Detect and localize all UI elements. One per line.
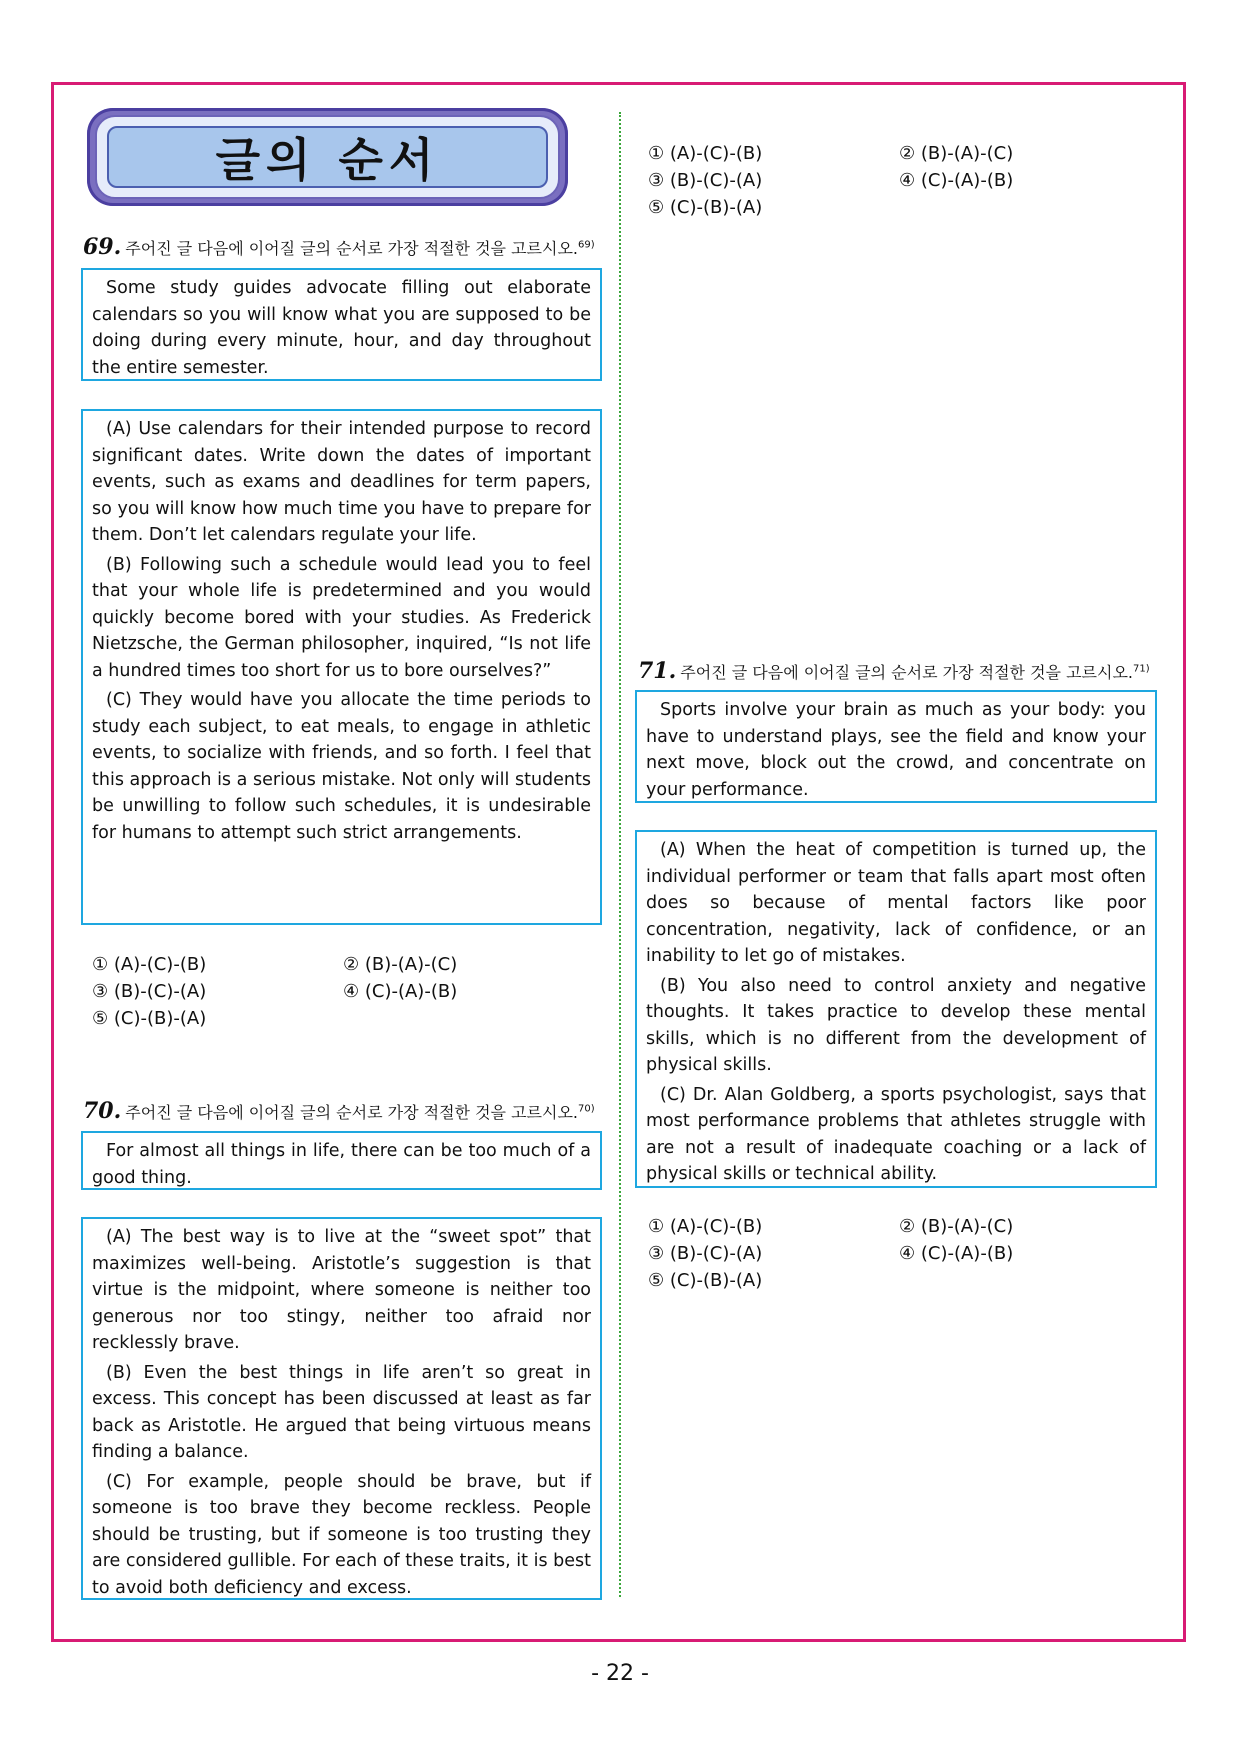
passage-a: (A) Use calendars for their intended purpose to record significant dates. Write down the dates of important events, such as exams and deadlines for term papers, so you will know how much time you have to prepare for them. Don’t let calendars regulate your life.	[92, 419, 591, 545]
choice-1[interactable]: ① (A)-(C)-(B)	[92, 954, 207, 975]
given-text: Some study guides advocate filling out elaborate calendars so you will know what you are supposed to be doing during every minute, hour, and day throughout the entire semester.	[92, 278, 591, 378]
choice-5[interactable]: ⑤ (C)-(B)-(A)	[92, 1008, 207, 1029]
question-prompt: 주어진 글 다음에 이어질 글의 순서로 가장 적절한 것을 고르시오.	[680, 663, 1133, 682]
choice-5[interactable]: ⑤ (C)-(B)-(A)	[648, 197, 763, 218]
choice-1[interactable]: ① (A)-(C)-(B)	[648, 1216, 763, 1237]
choice-4[interactable]: ④ (C)-(A)-(B)	[343, 981, 458, 1002]
passage-b: (B) You also need to control anxiety and negative thoughts. It takes practice to develop these mental skills, which is no different from the development of physical skills.	[646, 975, 1146, 1075]
question-prompt: 주어진 글 다음에 이어질 글의 순서로 가장 적절한 것을 고르시오.	[125, 239, 578, 258]
given-text: Sports involve your brain as much as your body: you have to understand plays, see the field and know your next move, block out the crowd, and concentrate on your performance.	[646, 700, 1146, 800]
passage-a: (A) When the heat of competition is turned up, the individual performer or team that falls apart most often does so because of mental factors like poor concentration, negativity, lack of confidence, or an inability to let go of mistakes.	[646, 840, 1146, 966]
footnote-ref: 70)	[578, 1103, 595, 1115]
section-title-banner	[87, 108, 568, 206]
given-text-box-70	[81, 1131, 602, 1190]
choice-2[interactable]: ② (B)-(A)-(C)	[343, 954, 458, 975]
choice-3[interactable]: ③ (B)-(C)-(A)	[648, 170, 763, 191]
answer-choices-69	[92, 951, 594, 1032]
question-number: 71.	[638, 658, 677, 684]
question-number: 69.	[83, 234, 122, 260]
question-header-71	[638, 658, 1150, 684]
passage-c: (C) They would have you allocate the time periods to study each subject, to eat meals, to engage in athletic events, to socialize with friends, and so forth. I feel that this approach is a serious mistake. Not only will students be unwilling to follow such schedules, it is undesirable for humans to attempt such strict arrangements.	[92, 690, 591, 843]
passage-a: (A) The best way is to live at the “sweet spot” that maximizes well-being. Aristotle’s suggestion is that virtue is the midpoint, where someone is neither too generous nor too stingy, neither too afraid nor recklessly brave.	[92, 1227, 591, 1353]
given-text-box-71	[635, 690, 1157, 803]
answer-choices-70	[648, 140, 1150, 221]
choice-4[interactable]: ④ (C)-(A)-(B)	[899, 1243, 1014, 1264]
choice-2[interactable]: ② (B)-(A)-(C)	[899, 1216, 1014, 1237]
passages-box-69	[81, 409, 602, 925]
choice-3[interactable]: ③ (B)-(C)-(A)	[648, 1243, 763, 1264]
footnote-ref: 69)	[578, 239, 595, 251]
question-header-69	[83, 234, 595, 260]
passage-b: (B) Even the best things in life aren’t so great in excess. This concept has been discussed at least as far back as Aristotle. He argued that being virtuous means finding a balance.	[92, 1362, 591, 1462]
given-text-box-69	[81, 268, 602, 381]
passages-box-70	[81, 1217, 602, 1600]
question-prompt: 주어진 글 다음에 이어질 글의 순서로 가장 적절한 것을 고르시오.	[125, 1103, 578, 1122]
answer-choices-71	[648, 1213, 1150, 1294]
question-header-70	[83, 1098, 595, 1124]
footnote-ref: 71)	[1133, 663, 1150, 675]
choice-1[interactable]: ① (A)-(C)-(B)	[648, 143, 763, 164]
question-number: 70.	[83, 1098, 122, 1124]
passage-c: (C) For example, people should be brave, but if someone is too brave they become reckless. People should be trusting, but if someone is too trusting they are considered gullible. For each of these traits, it is best to avoid both deficiency and excess.	[92, 1471, 591, 1598]
section-title: 글의 순서	[215, 133, 440, 187]
passages-box-71	[635, 830, 1157, 1188]
choice-3[interactable]: ③ (B)-(C)-(A)	[92, 981, 207, 1002]
passage-c: (C) Dr. Alan Goldberg, a sports psychologist, says that most performance problems that athletes struggle with are not a result of inadequate coaching or a lack of physical skills or technical ability.	[646, 1084, 1146, 1184]
column-divider	[619, 112, 621, 1597]
given-text: For almost all things in life, there can be too much of a good thing.	[92, 1141, 591, 1188]
page-number: - 22 -	[591, 1661, 649, 1686]
passage-b: (B) Following such a schedule would lead you to feel that your whole life is predetermined and you would quickly become bored with your studies. As Frederick Nietzsche, the German philosopher, inquired, “Is not life a hundred times too short for us to bore ourselves?”	[92, 554, 591, 681]
choice-5[interactable]: ⑤ (C)-(B)-(A)	[648, 1270, 763, 1291]
choice-2[interactable]: ② (B)-(A)-(C)	[899, 143, 1014, 164]
choice-4[interactable]: ④ (C)-(A)-(B)	[899, 170, 1014, 191]
